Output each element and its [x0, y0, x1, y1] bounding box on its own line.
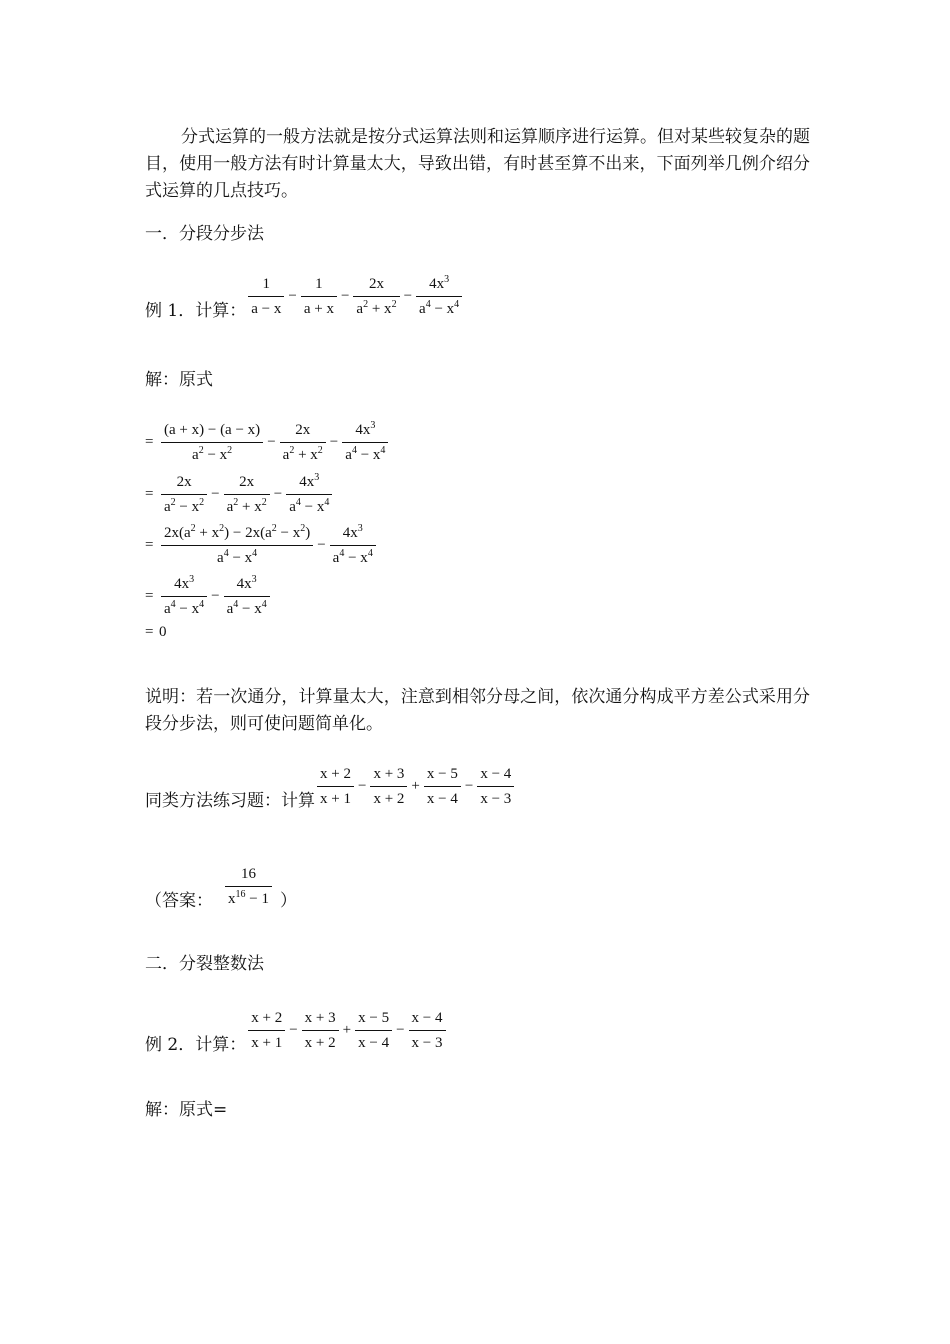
- operator: −: [317, 537, 326, 553]
- solution-step-5: [145, 624, 167, 641]
- fraction: $\frac{4x^3}{a^4 - x^4}$: [224, 574, 270, 619]
- operator: −: [211, 588, 220, 604]
- equals-sign: =: [145, 434, 154, 450]
- operator: −: [211, 486, 220, 502]
- fraction: $\frac{4x^3}{a^4 - x^4}$: [330, 523, 376, 568]
- fraction: $\frac{16}{x^{16} - 1}$: [225, 864, 272, 909]
- operator: −: [329, 434, 339, 450]
- operator: −: [340, 288, 350, 304]
- fraction: $\frac{2x}{a^2 + x^2}$: [280, 420, 326, 465]
- fraction: $\frac{2x}{a^2 - x^2}$: [161, 472, 207, 517]
- answer-close: ）: [279, 891, 297, 911]
- solution-step-2: [145, 472, 334, 517]
- fraction: $\frac{x - 5}{x - 4}$: [355, 1008, 392, 1053]
- solution-label-1: 解：原式: [145, 370, 213, 390]
- fraction: $\frac{x + 3}{x + 2}$: [302, 1008, 339, 1053]
- example-2-expression: [246, 1008, 447, 1053]
- fraction: $\frac{x + 2}{x + 1}$: [317, 764, 354, 809]
- fraction: $\frac{2x}{a^2 + x^2}$: [224, 472, 270, 517]
- fraction: $\frac{x - 4}{x - 3}$: [409, 1008, 446, 1053]
- solution-step-1: [145, 420, 390, 465]
- operator: −: [403, 288, 413, 304]
- example-2: [145, 1006, 448, 1055]
- note-paragraph: 说明：若一次通分，计算量太大，注意到相邻分母之间，依次通分构成平方差公式采用分段分步法，则可使问题简单化。: [145, 687, 810, 734]
- fraction: $\frac{x + 2}{x + 1}$: [248, 1008, 285, 1053]
- fraction: $\frac{1}{a - x}$: [248, 274, 284, 319]
- operator: −: [288, 288, 297, 304]
- practice-expression: [315, 764, 516, 809]
- example-2-label: 例 2．计算：: [145, 1035, 247, 1055]
- operator: −: [273, 486, 283, 502]
- equals-sign: =: [145, 486, 154, 502]
- section-heading-2: 二．分裂整数法: [145, 954, 264, 974]
- section-heading-1: 一．分段分步法: [145, 224, 264, 244]
- fraction: $\frac{x - 4}{x - 3}$: [477, 764, 514, 809]
- result-value: 0: [159, 624, 167, 640]
- operator: −: [396, 1022, 405, 1038]
- fraction: $\frac{1}{a + x}$: [301, 274, 337, 319]
- example-1: [145, 272, 464, 321]
- operator: +: [342, 1022, 352, 1038]
- solution-label-2: 解：原式=: [145, 1100, 228, 1120]
- operator: −: [464, 778, 474, 794]
- equals-sign: =: [145, 537, 154, 553]
- fraction: $\frac{x + 3}{x + 2}$: [370, 764, 407, 809]
- fraction: $\frac{4x^3}{a^4 - x^4}$: [416, 274, 462, 319]
- fraction: $\frac{x - 5}{x - 4}$: [424, 764, 461, 809]
- fraction: $\frac{4x^3}{a^4 - x^4}$: [161, 574, 207, 619]
- example-1-expression: [246, 274, 464, 319]
- fraction: $\frac{4x^3}{a^4 - x^4}$: [342, 420, 388, 465]
- practice-answer: [145, 862, 297, 911]
- practice-label: 同类方法练习题：计算: [145, 791, 315, 811]
- solution-step-3: [145, 523, 378, 568]
- fraction: $\frac{4x^3}{a^4 - x^4}$: [286, 472, 332, 517]
- fraction: $\frac{2x}{a^2 + x^2}$: [353, 274, 399, 319]
- answer-open: （答案：: [145, 891, 213, 911]
- practice-problem: [145, 762, 516, 811]
- operator: −: [357, 778, 367, 794]
- answer-expression: [223, 864, 274, 909]
- intro-paragraph: [145, 124, 810, 205]
- operator: −: [289, 1022, 298, 1038]
- operator: −: [267, 434, 276, 450]
- equals-sign: =: [145, 588, 154, 604]
- fraction: $\frac{2x(a^2 + x^2) - 2x(a^2 - x^2)}{a^4 - x^4}$: [161, 523, 313, 568]
- operator: +: [411, 778, 420, 794]
- fraction: $\frac{(a + x) - (a - x)}{a^2 - x^2}$: [161, 420, 263, 465]
- example-1-label: 例 1．计算：: [145, 301, 247, 321]
- intro-text: 分式运算的一般方法就是按分式运算法则和运算顺序进行运算。但对某些较复杂的题目，使用一般方法有时计算量太大，导致出错，有时甚至算不出来，下面列举几例介绍分式运算的几点技巧。: [145, 127, 810, 201]
- solution-step-4: [145, 574, 272, 619]
- equals-sign: =: [145, 624, 154, 640]
